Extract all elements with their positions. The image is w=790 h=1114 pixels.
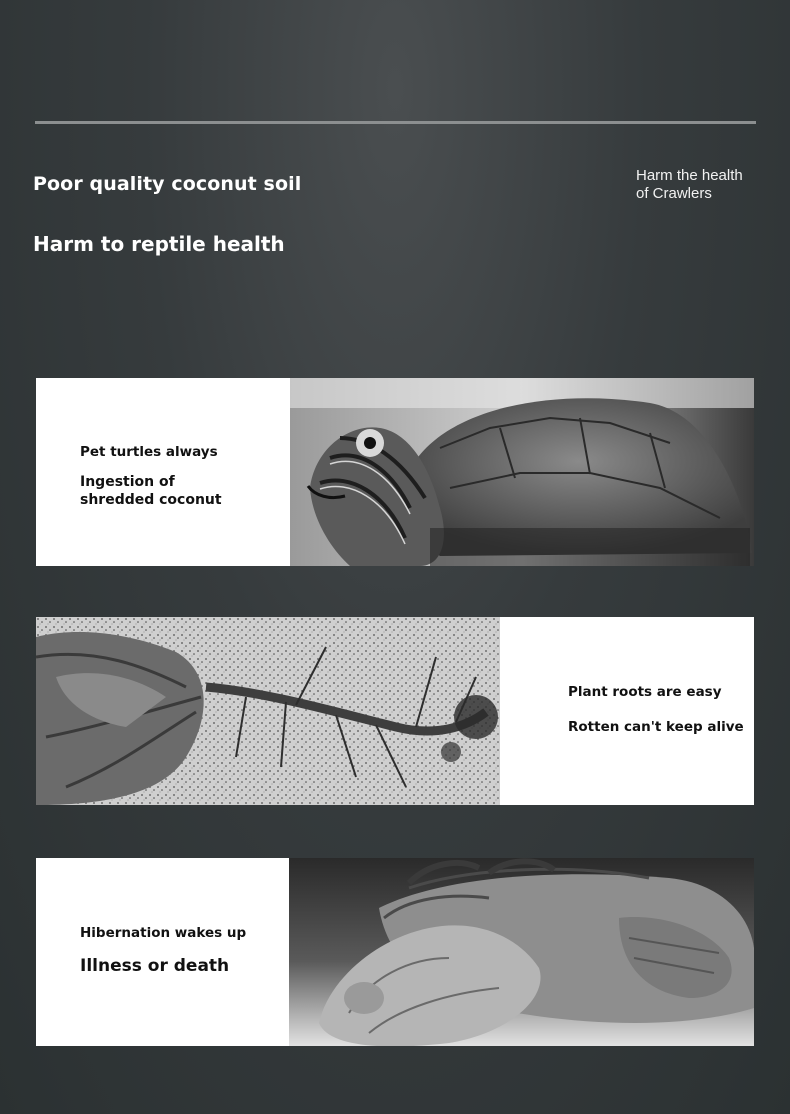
card-3-line-2: Illness or death (80, 956, 230, 976)
card-1-line-3: shredded coconut (80, 492, 222, 508)
card-1-line-2: Ingestion of (80, 474, 175, 490)
card-2-line-2: Rotten can't keep alive (568, 719, 744, 735)
top-divider (35, 121, 756, 124)
card-1-line-1: Pet turtles always (80, 444, 218, 460)
card-turtle-ingestion (36, 378, 754, 566)
card-text-panel (36, 858, 289, 1046)
side-note (636, 167, 743, 203)
rotten-plant-roots-photo-icon (36, 617, 500, 805)
card-2-line-1: Plant roots are easy (568, 684, 722, 700)
headline-reptile-health: Harm to reptile health (33, 232, 285, 256)
sick-turtle-in-hand-photo-icon (289, 858, 754, 1046)
card-3-line-1: Hibernation wakes up (80, 925, 247, 941)
card-hibernation (36, 858, 754, 1046)
card-plant-roots (36, 617, 754, 805)
side-note-line-1: Harm the health (636, 167, 743, 184)
turtle-photo-icon (290, 378, 754, 566)
headline-coconut-soil: Poor quality coconut soil (33, 173, 302, 195)
side-note-line-2: of Crawlers (636, 185, 712, 202)
card-text-panel (500, 617, 754, 805)
card-text-panel (36, 378, 290, 566)
